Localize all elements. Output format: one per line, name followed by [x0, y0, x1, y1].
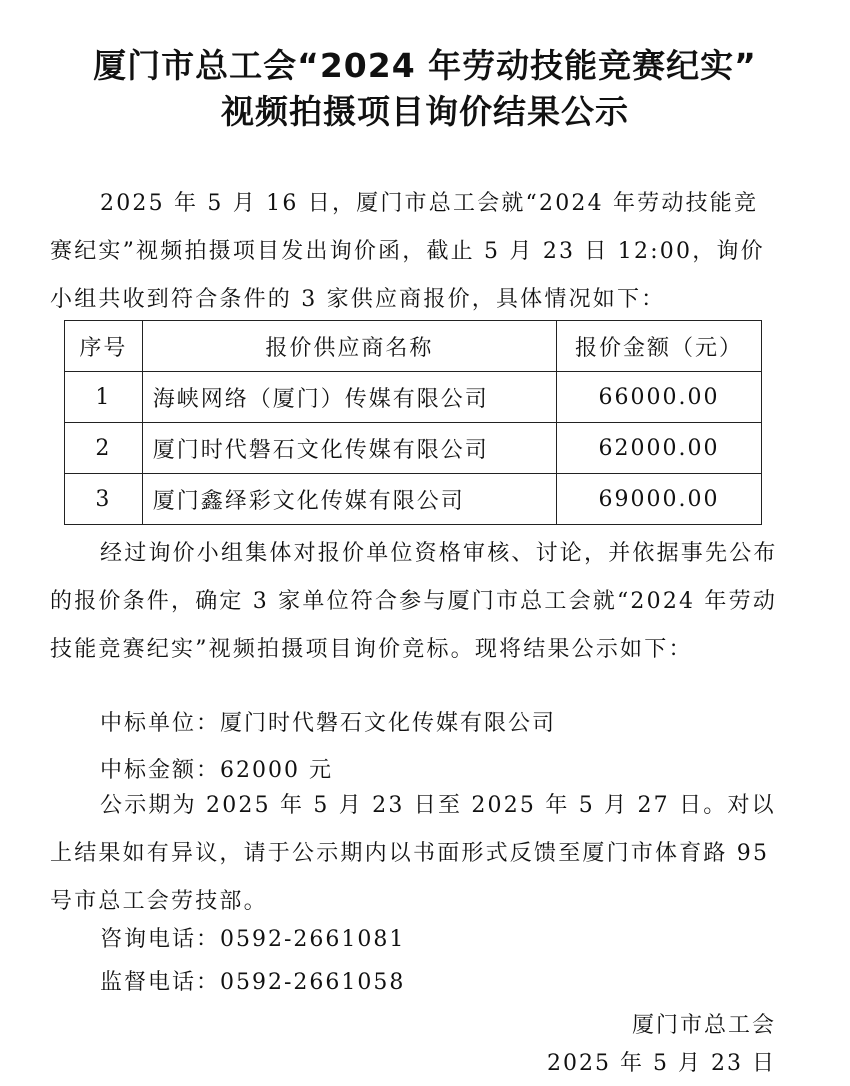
- row-number: 3: [65, 474, 143, 525]
- table-header-row: [65, 321, 762, 372]
- title-line-1: 厦门市总工会“2024 年劳动技能竞赛纪实”: [93, 46, 757, 85]
- row-amount: 66000.00: [557, 372, 762, 423]
- table-row: [65, 474, 762, 525]
- title-line-2: 视频拍摄项目询价结果公示: [221, 92, 629, 131]
- table-row: [65, 423, 762, 474]
- period-text: 公示期为 2025 年 5 月 23 日至 2025 年 5 月 27 日。对以上结果如有异议，请于公示期内以书面形式反馈至厦门市体育路 95 号市总工会劳技部。: [50, 793, 776, 914]
- header-supplier: 报价供应商名称: [142, 321, 556, 372]
- row-amount: 62000.00: [557, 423, 762, 474]
- row-supplier: 厦门鑫绎彩文化传媒有限公司: [142, 474, 556, 525]
- header-number: 序号: [65, 321, 143, 372]
- review-paragraph: [50, 530, 780, 674]
- row-number: 1: [65, 372, 143, 423]
- review-text: 经过询价小组集体对报价单位资格审核、讨论，并依据事先公布的报价条件，确定 3 家单位符合参与厦门市总工会就“2024 年劳动技能竞赛纪实”视频拍摄项目询价竞标。现将结果公示如下：: [50, 541, 778, 662]
- row-supplier: 厦门时代磐石文化传媒有限公司: [142, 423, 556, 474]
- header-amount: 报价金额（元）: [557, 321, 762, 372]
- quote-table: [64, 320, 762, 525]
- winner-line: 中标单位：厦门时代磐石文化传媒有限公司: [100, 711, 557, 736]
- intro-paragraph: [50, 180, 780, 324]
- row-supplier: 海峡网络（厦门）传媒有限公司: [142, 372, 556, 423]
- issuer: 厦门市总工会: [631, 1013, 776, 1038]
- period-paragraph: [50, 782, 780, 926]
- row-number: 2: [65, 423, 143, 474]
- supervision-phone: 监督电话：0592-2661058: [100, 970, 406, 995]
- intro-text: 2025 年 5 月 16 日，厦门市总工会就“2024 年劳动技能竞赛纪实”视频拍摄项目发出询价函，截止 5 月 23 日 12:00，询价小组共收到符合条件的 3 家供应商报价，具体情况如下：: [50, 191, 765, 312]
- contact-phone: 咨询电话：0592-2661081: [100, 927, 406, 952]
- issue-date: 2025 年 5 月 23 日: [547, 1051, 776, 1076]
- row-amount: 69000.00: [557, 474, 762, 525]
- winning-amount-line: 中标金额：62000 元: [100, 758, 333, 783]
- table-row: [65, 372, 762, 423]
